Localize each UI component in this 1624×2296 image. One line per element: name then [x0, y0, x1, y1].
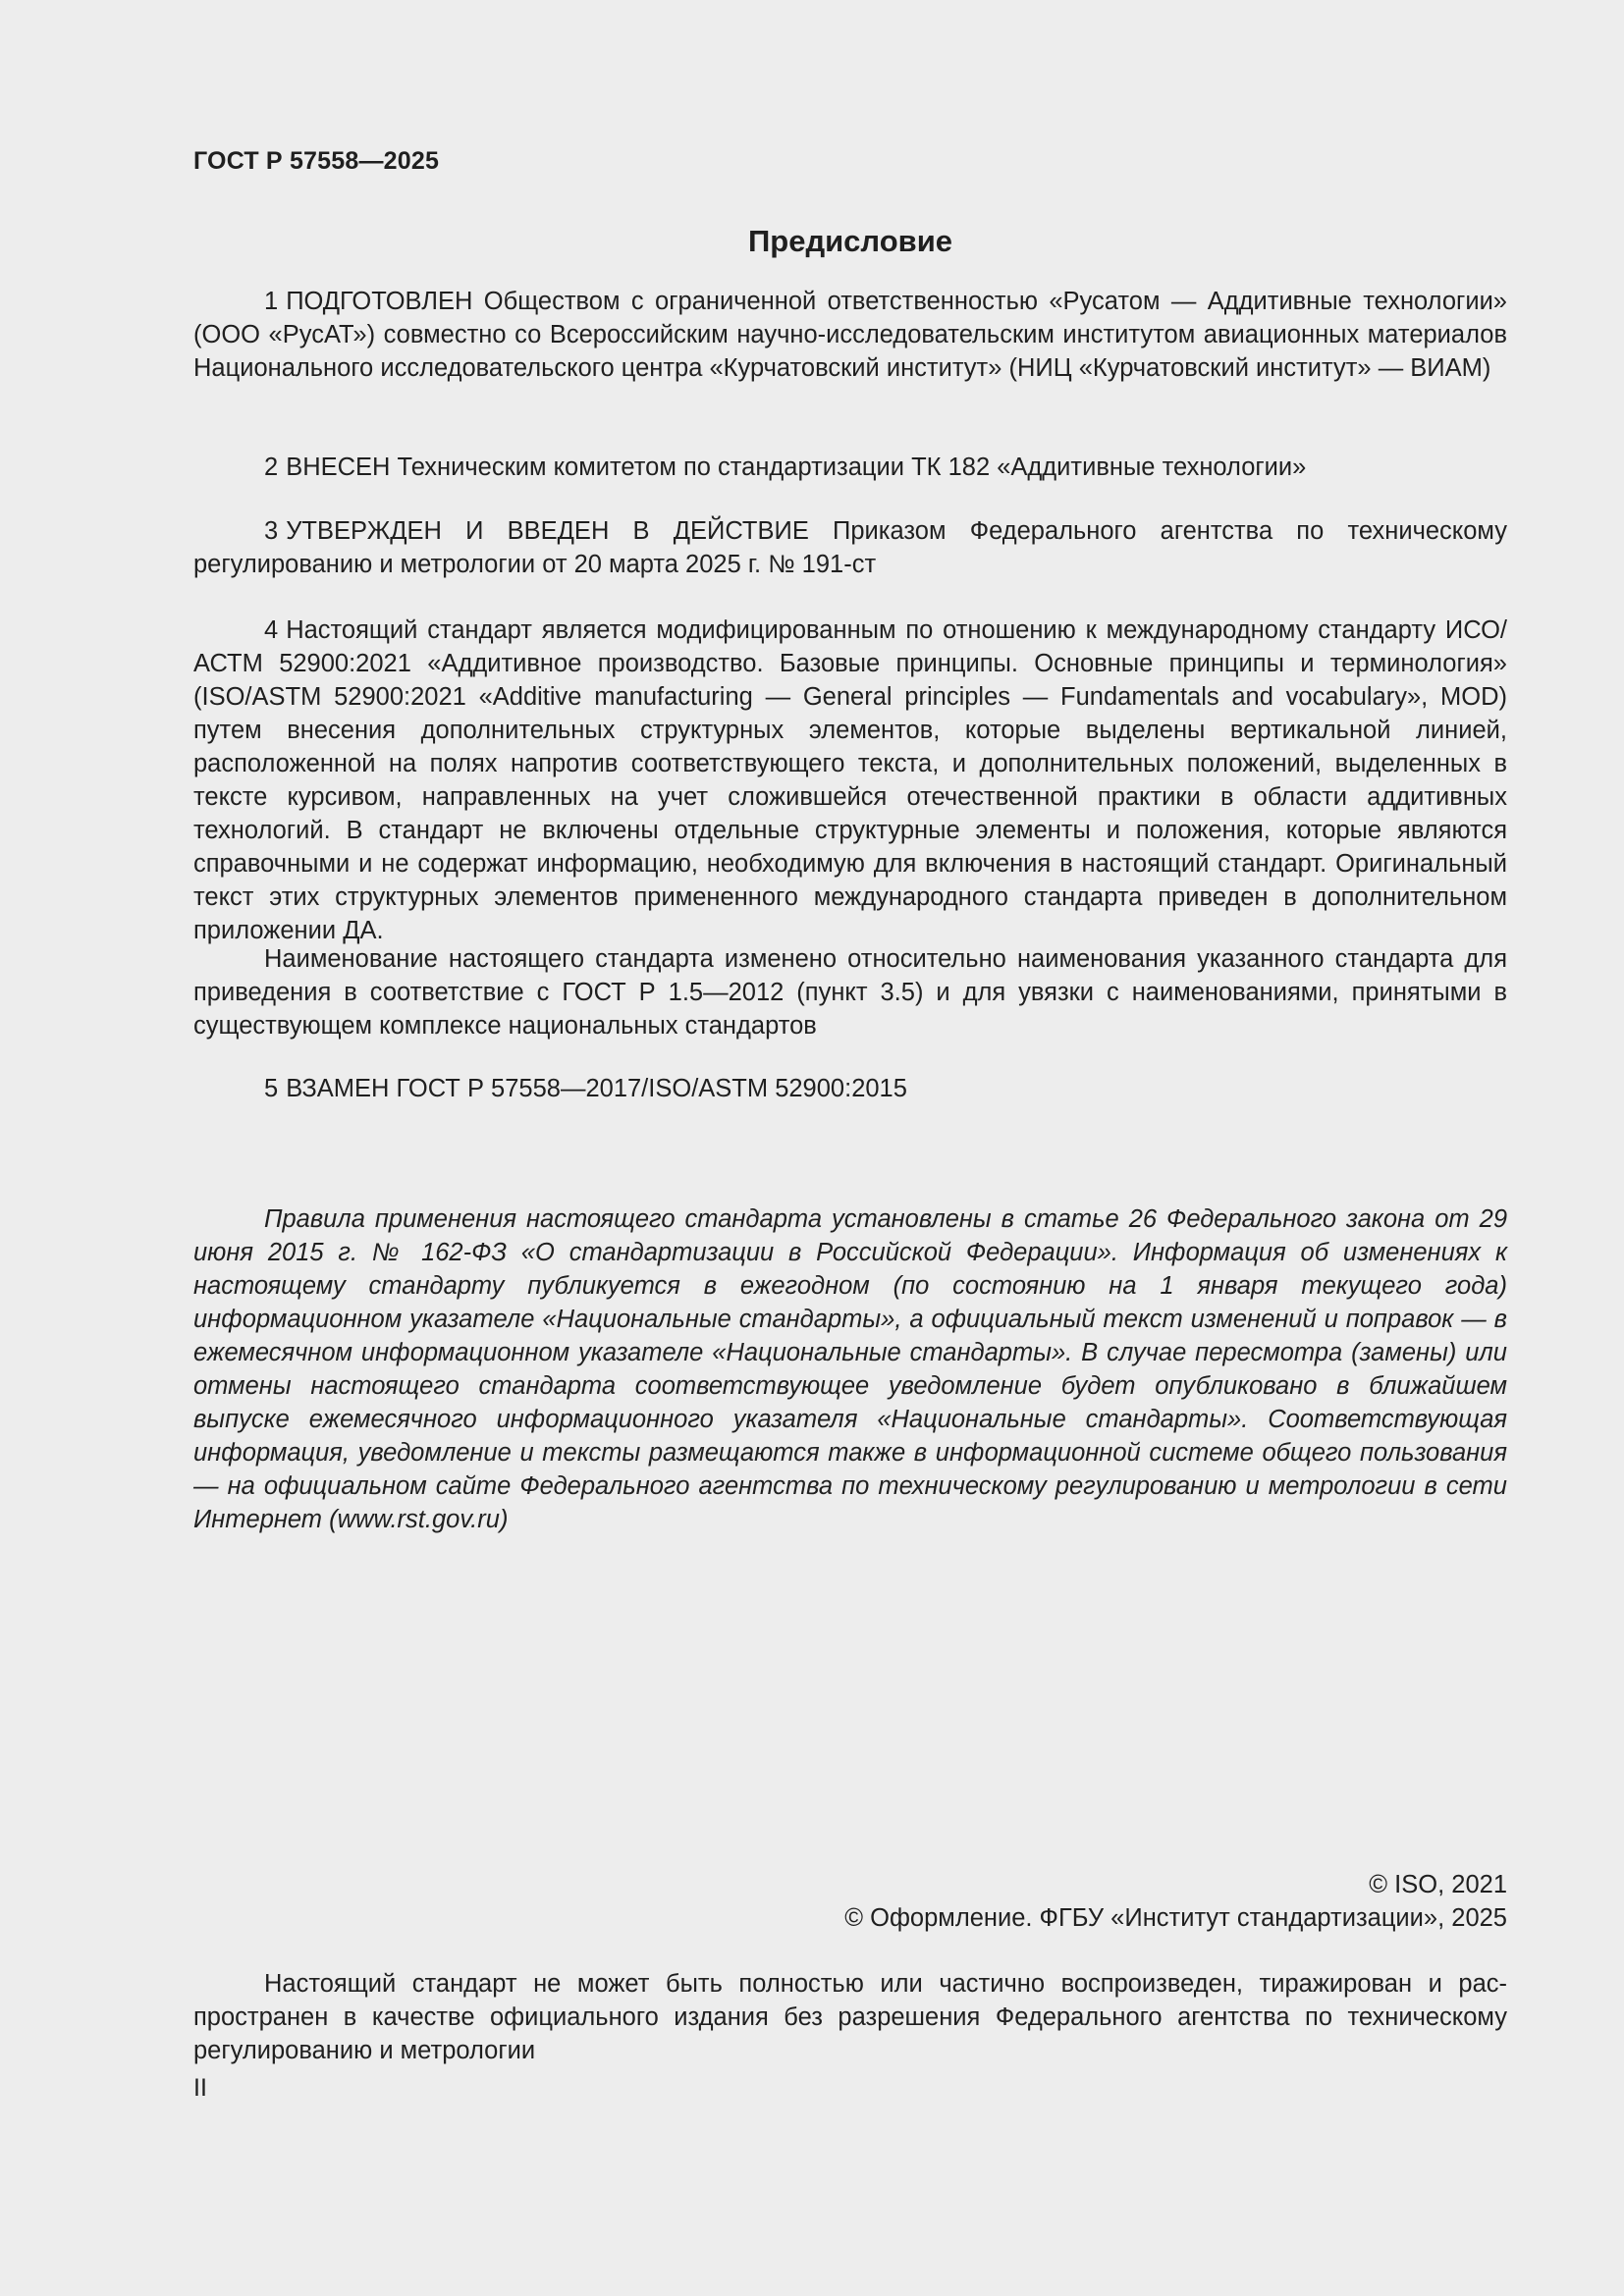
rules-note: Правила применения настоящего стандарта установлены в статье 26 Федерального закона от 29 июня 2015 г. № 162-ФЗ «О стандартизации в Российской Федерации». Информация об изменениях к настоящему стандарту публикуется в ежегодном (по состоянию на 1 января текущего года) информационном указателе «Национальные стандарты», а официальный текст изменений и поправок — в ежемесячном информационном указателе «Национальные стандарты». В случае пересмотра (замены) или отмены настоящего стандарта соответствующее уведомление будет опубликовано в ближайшем выпуске ежемесячного информационного указателя «Национальные стандарты». Соответствующая информация, уведомление и тексты размещаются также в информационной системе общего пользования — на официальном сайте Федерального агентства по техническому регулированию и метрологии в сети Интернет (www.rst.gov.ru) [193, 1205, 1507, 1533]
foreword-item-5 [193, 1072, 1507, 1105]
foreword-item-1 [193, 285, 1507, 385]
item-text: Настоящий стандарт является модифицированным по отношению к международному стандарту ИСО/АСТМ 52900:2021 «Аддитивное производство. Базовые принципы. Основные принципы и терминология» (ISO/ASTM 52900:2021 «Additive manufacturing — General principles — Fundamentals and vocabulary», MOD) путем внесения дополнительных структурных элементов, которые выделены вертикальной линией, расположенной на полях напротив соответствующего текста, и дополнительных положений, выделенных в тексте курсивом, направленных на учет сложившейся отечественной практики в области аддитивных технологий. В стандарт не включены отдельные структурные элементы и положения, которые являются справочными и не содержат информацию, необходимую для включения в настоящий стандарт. Оригинальный текст этих структурных элементов примененного международного стандарта приведен в дополнительном приложении ДА. [193, 616, 1507, 944]
foreword-item-4 [193, 614, 1507, 947]
document-code: ГОСТ Р 57558—2025 [193, 147, 440, 175]
item-number: 4 [264, 616, 279, 644]
item-number: 1 [264, 288, 279, 315]
item-text: ВНЕСЕН Техническим комитетом по стандартизации ТК 182 «Аддитивные технологии» [286, 454, 1307, 481]
foreword-item-4-name-note [193, 942, 1507, 1042]
copyright-design: © Оформление. ФГБУ «Институт стандартизации», 2025 [844, 1904, 1507, 1932]
page-title: Предисловие [747, 224, 952, 258]
reproduction-notice: Настоящий стандарт не может быть полностью или частично воспроизведен, тиражирован и распространен в качестве официального издания без разрешения Федерального агентства по техническому регулированию и метрологии [193, 1970, 1507, 2064]
page-number: II [193, 2074, 207, 2102]
item-text: УТВЕРЖДЕН И ВВЕДЕН В ДЕЙСТВИЕ Приказом Федерального агентства по техническому регулированию и метрологии от 20 марта 2025 г. № 191-ст [193, 517, 1507, 578]
foreword-item-3 [193, 514, 1507, 581]
item-number: 2 [264, 454, 279, 481]
item-text: Наименование настоящего стандарта изменено относительно наименования указанного стандарта для приведения в соответствие с ГОСТ Р 1.5—2012 (пункт 3.5) и для увязки с наименованиями, принятыми в существующем комплексе национальных стандартов [193, 945, 1507, 1040]
foreword-item-2 [193, 451, 1507, 484]
item-text: ПОДГОТОВЛЕН Обществом с ограниченной ответственностью «Русатом — Аддитивные технологии» (ООО «РусАТ») совместно со Всероссийским научно-исследовательским институтом авиационных материалов Национального исследовательского центра «Курчатовский институт» (НИЦ «Курчатовский институт» — ВИАМ) [193, 288, 1507, 382]
item-number: 5 [264, 1075, 279, 1102]
item-number: 3 [264, 517, 279, 545]
item-text: ВЗАМЕН ГОСТ Р 57558—2017/ISO/ASTM 52900:2015 [286, 1075, 907, 1102]
copyright-iso: © ISO, 2021 [1369, 1871, 1507, 1898]
